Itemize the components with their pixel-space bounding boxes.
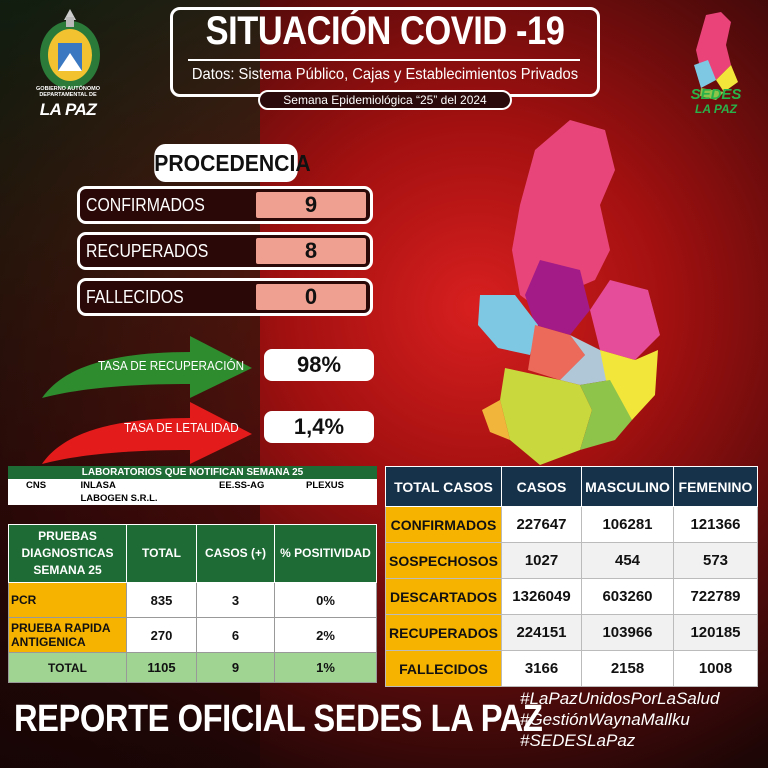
category-name: SOSPECHOSOS: [386, 543, 502, 579]
government-line-2: DEPARTAMENTAL DE: [39, 92, 97, 98]
totals-header: MASCULINO: [582, 467, 674, 507]
government-logo-text: [18, 86, 118, 98]
table-row: [9, 583, 377, 618]
lab-eess-ag: EE.SS-AG: [219, 480, 265, 491]
total-positivity: 1%: [275, 653, 377, 683]
male-value: 2158: [582, 651, 674, 687]
recovery-rate-label: TASA DE RECUPERACIÓN: [98, 358, 245, 373]
procedencia-row-label: FALLECIDOS: [86, 287, 184, 307]
lab-empty: [302, 492, 377, 505]
cases-value: 227647: [502, 507, 582, 543]
cases-value: 1326049: [502, 579, 582, 615]
procedencia-row-fallecidos: [77, 278, 373, 316]
male-value: 454: [582, 543, 674, 579]
page-title: SITUACIÓN COVID -19: [205, 9, 565, 53]
lethality-rate-value: 1,4%: [264, 411, 374, 443]
female-value: 120185: [674, 615, 758, 651]
test-total: 270: [127, 618, 197, 653]
total-label: TOTAL: [9, 653, 127, 683]
lab-labogen: LABOGEN S.R.L.: [80, 493, 158, 504]
procedencia-row-confirmados: [77, 186, 373, 224]
table-row: [386, 651, 758, 687]
hashtag: #SEDESLaPaz: [520, 731, 636, 750]
procedencia-row-label: CONFIRMADOS: [86, 195, 205, 215]
government-name: LA PAZ: [39, 100, 97, 119]
procedencia-row-value: 9: [256, 192, 366, 218]
diagnostics-header: % POSITIVIDAD: [275, 525, 377, 583]
test-name: PCR: [9, 583, 127, 618]
lethality-rate-label: TASA DE LETALIDAD: [124, 420, 239, 435]
table-row: [386, 543, 758, 579]
sedes-name-line-2: LA PAZ: [695, 102, 737, 116]
male-value: 103966: [582, 615, 674, 651]
total-cases-table: [385, 466, 758, 687]
cases-value: 1027: [502, 543, 582, 579]
lab-empty: [215, 492, 302, 505]
test-positivity: 0%: [275, 583, 377, 618]
test-positivity: 2%: [275, 618, 377, 653]
table-row: [386, 615, 758, 651]
female-value: 1008: [674, 651, 758, 687]
labs-title: LABORATORIOS QUE NOTIFICAN SEMANA 25: [8, 466, 377, 479]
total-cases: 9: [197, 653, 275, 683]
male-value: 106281: [582, 507, 674, 543]
cases-value: 3166: [502, 651, 582, 687]
total-tests: 1105: [127, 653, 197, 683]
table-row: [9, 618, 377, 653]
category-name: FALLECIDOS: [386, 651, 502, 687]
category-name: RECUPERADOS: [386, 615, 502, 651]
cases-value: 224151: [502, 615, 582, 651]
hashtag: #GestiónWaynaMallku: [520, 710, 690, 729]
category-name: DESCARTADOS: [386, 579, 502, 615]
epidemiological-week-badge: Semana Epidemiológica “25” del 2024: [258, 90, 512, 110]
test-name: PRUEBA RAPIDA ANTIGENICA: [9, 618, 127, 653]
hashtag: #LaPazUnidosPorLaSalud: [520, 689, 720, 708]
department-map-icon: [420, 110, 670, 480]
totals-header: CASOS: [502, 467, 582, 507]
test-total: 835: [127, 583, 197, 618]
diagnostics-table: [8, 524, 377, 683]
table-row: [386, 579, 758, 615]
lab-inlasa: INLASA: [80, 480, 116, 491]
diagnostics-header: TOTAL: [127, 525, 197, 583]
sedes-logo-name: [676, 88, 756, 116]
procedencia-row-label: RECUPERADOS: [86, 241, 209, 261]
labs-table: [8, 466, 377, 505]
lab-cns: CNS: [26, 480, 47, 491]
male-value: 603260: [582, 579, 674, 615]
category-name: CONFIRMADOS: [386, 507, 502, 543]
title-divider: [188, 59, 580, 61]
page-subtitle: Datos: Sistema Público, Cajas y Establecimientos Privados: [191, 66, 579, 83]
totals-header: FEMENINO: [674, 467, 758, 507]
totals-header: TOTAL CASOS: [386, 467, 502, 507]
diagnostics-header: CASOS (+): [197, 525, 275, 583]
test-cases: 3: [197, 583, 275, 618]
lab-empty: [8, 492, 77, 505]
hashtags: [520, 688, 719, 751]
government-line-1: GOBIERNO AUTÓNOMO: [36, 86, 100, 92]
test-cases: 6: [197, 618, 275, 653]
footer-title: REPORTE OFICIAL SEDES LA PAZ: [14, 698, 543, 740]
recovery-rate-value: 98%: [264, 349, 374, 381]
sedes-name-line-1: SEDES: [690, 86, 742, 103]
female-value: 722789: [674, 579, 758, 615]
female-value: 573: [674, 543, 758, 579]
procedencia-row-value: 0: [256, 284, 366, 310]
female-value: 121366: [674, 507, 758, 543]
table-row: [386, 507, 758, 543]
procedencia-row-recuperados: [77, 232, 373, 270]
procedencia-row-value: 8: [256, 238, 366, 264]
lab-plexus: PLEXUS: [305, 480, 344, 491]
total-row: [9, 653, 377, 683]
procedencia-title: PROCEDENCIA: [154, 144, 298, 182]
diagnostics-header: PRUEBAS DIAGNOSTICAS SEMANA 25: [9, 525, 127, 583]
